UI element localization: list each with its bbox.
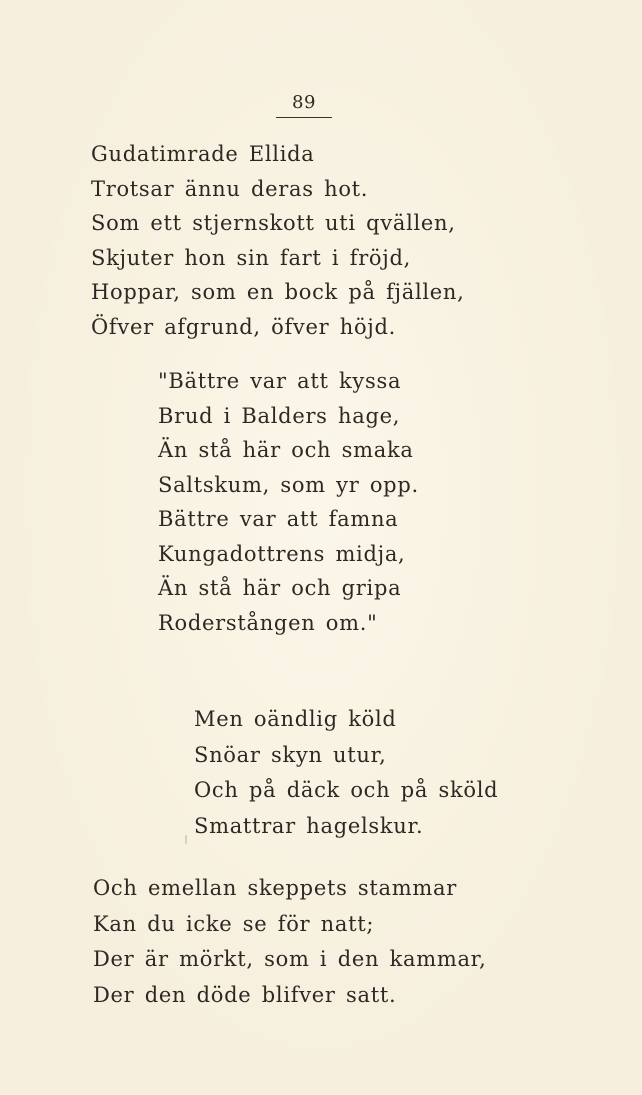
stanza-1 [91,137,465,344]
poem-line: Smattrar hagelskur. [194,813,424,838]
poem-line: Der är mörkt, som i den kammar, [93,947,487,971]
poem-line: Snöar skyn utur, [194,742,387,767]
poem-line: "Bättre var att kyssa [158,369,402,393]
page-number: 89 [292,92,316,113]
page-number-rule [276,117,332,118]
poem-line: Än stå här och smaka [158,438,414,462]
poem-line: Men oändlig köld [194,707,397,731]
poem-line: Kungadottrens midja, [158,541,406,566]
poem-line: Och emellan skeppets stammar [93,876,457,900]
poem-line: Än stå här och gripa [158,576,402,600]
poem-line: Och på däck och på sköld [194,778,499,802]
poem-line: Bättre var att famna [158,507,399,531]
poem-line: Hoppar, som en bock på fjällen, [91,280,465,304]
poem-line: Saltskum, som yr opp. [158,472,419,497]
poem-line: Gudatimrade Ellida [91,142,315,166]
poem-line: Roderstången om." [158,610,378,635]
stanza-3 [194,702,498,844]
poem-line: Skjuter hon sin fart i fröjd, [91,245,412,270]
poem-line: Brud i Balders hage, [158,403,401,428]
poem-line: Öfver afgrund, öfver höjd. [91,314,397,339]
stanza-4 [93,871,487,1013]
stanza-2 [158,364,419,640]
poem-line: Der den döde blifver satt. [93,982,397,1007]
poem-line: Som ett stjernskott uti qvällen, [91,211,456,235]
poem-line: Trotsar ännu deras hot. [91,176,369,201]
poem-line: Kan du icke se för natt; [93,911,375,936]
paper-speck [185,835,187,844]
